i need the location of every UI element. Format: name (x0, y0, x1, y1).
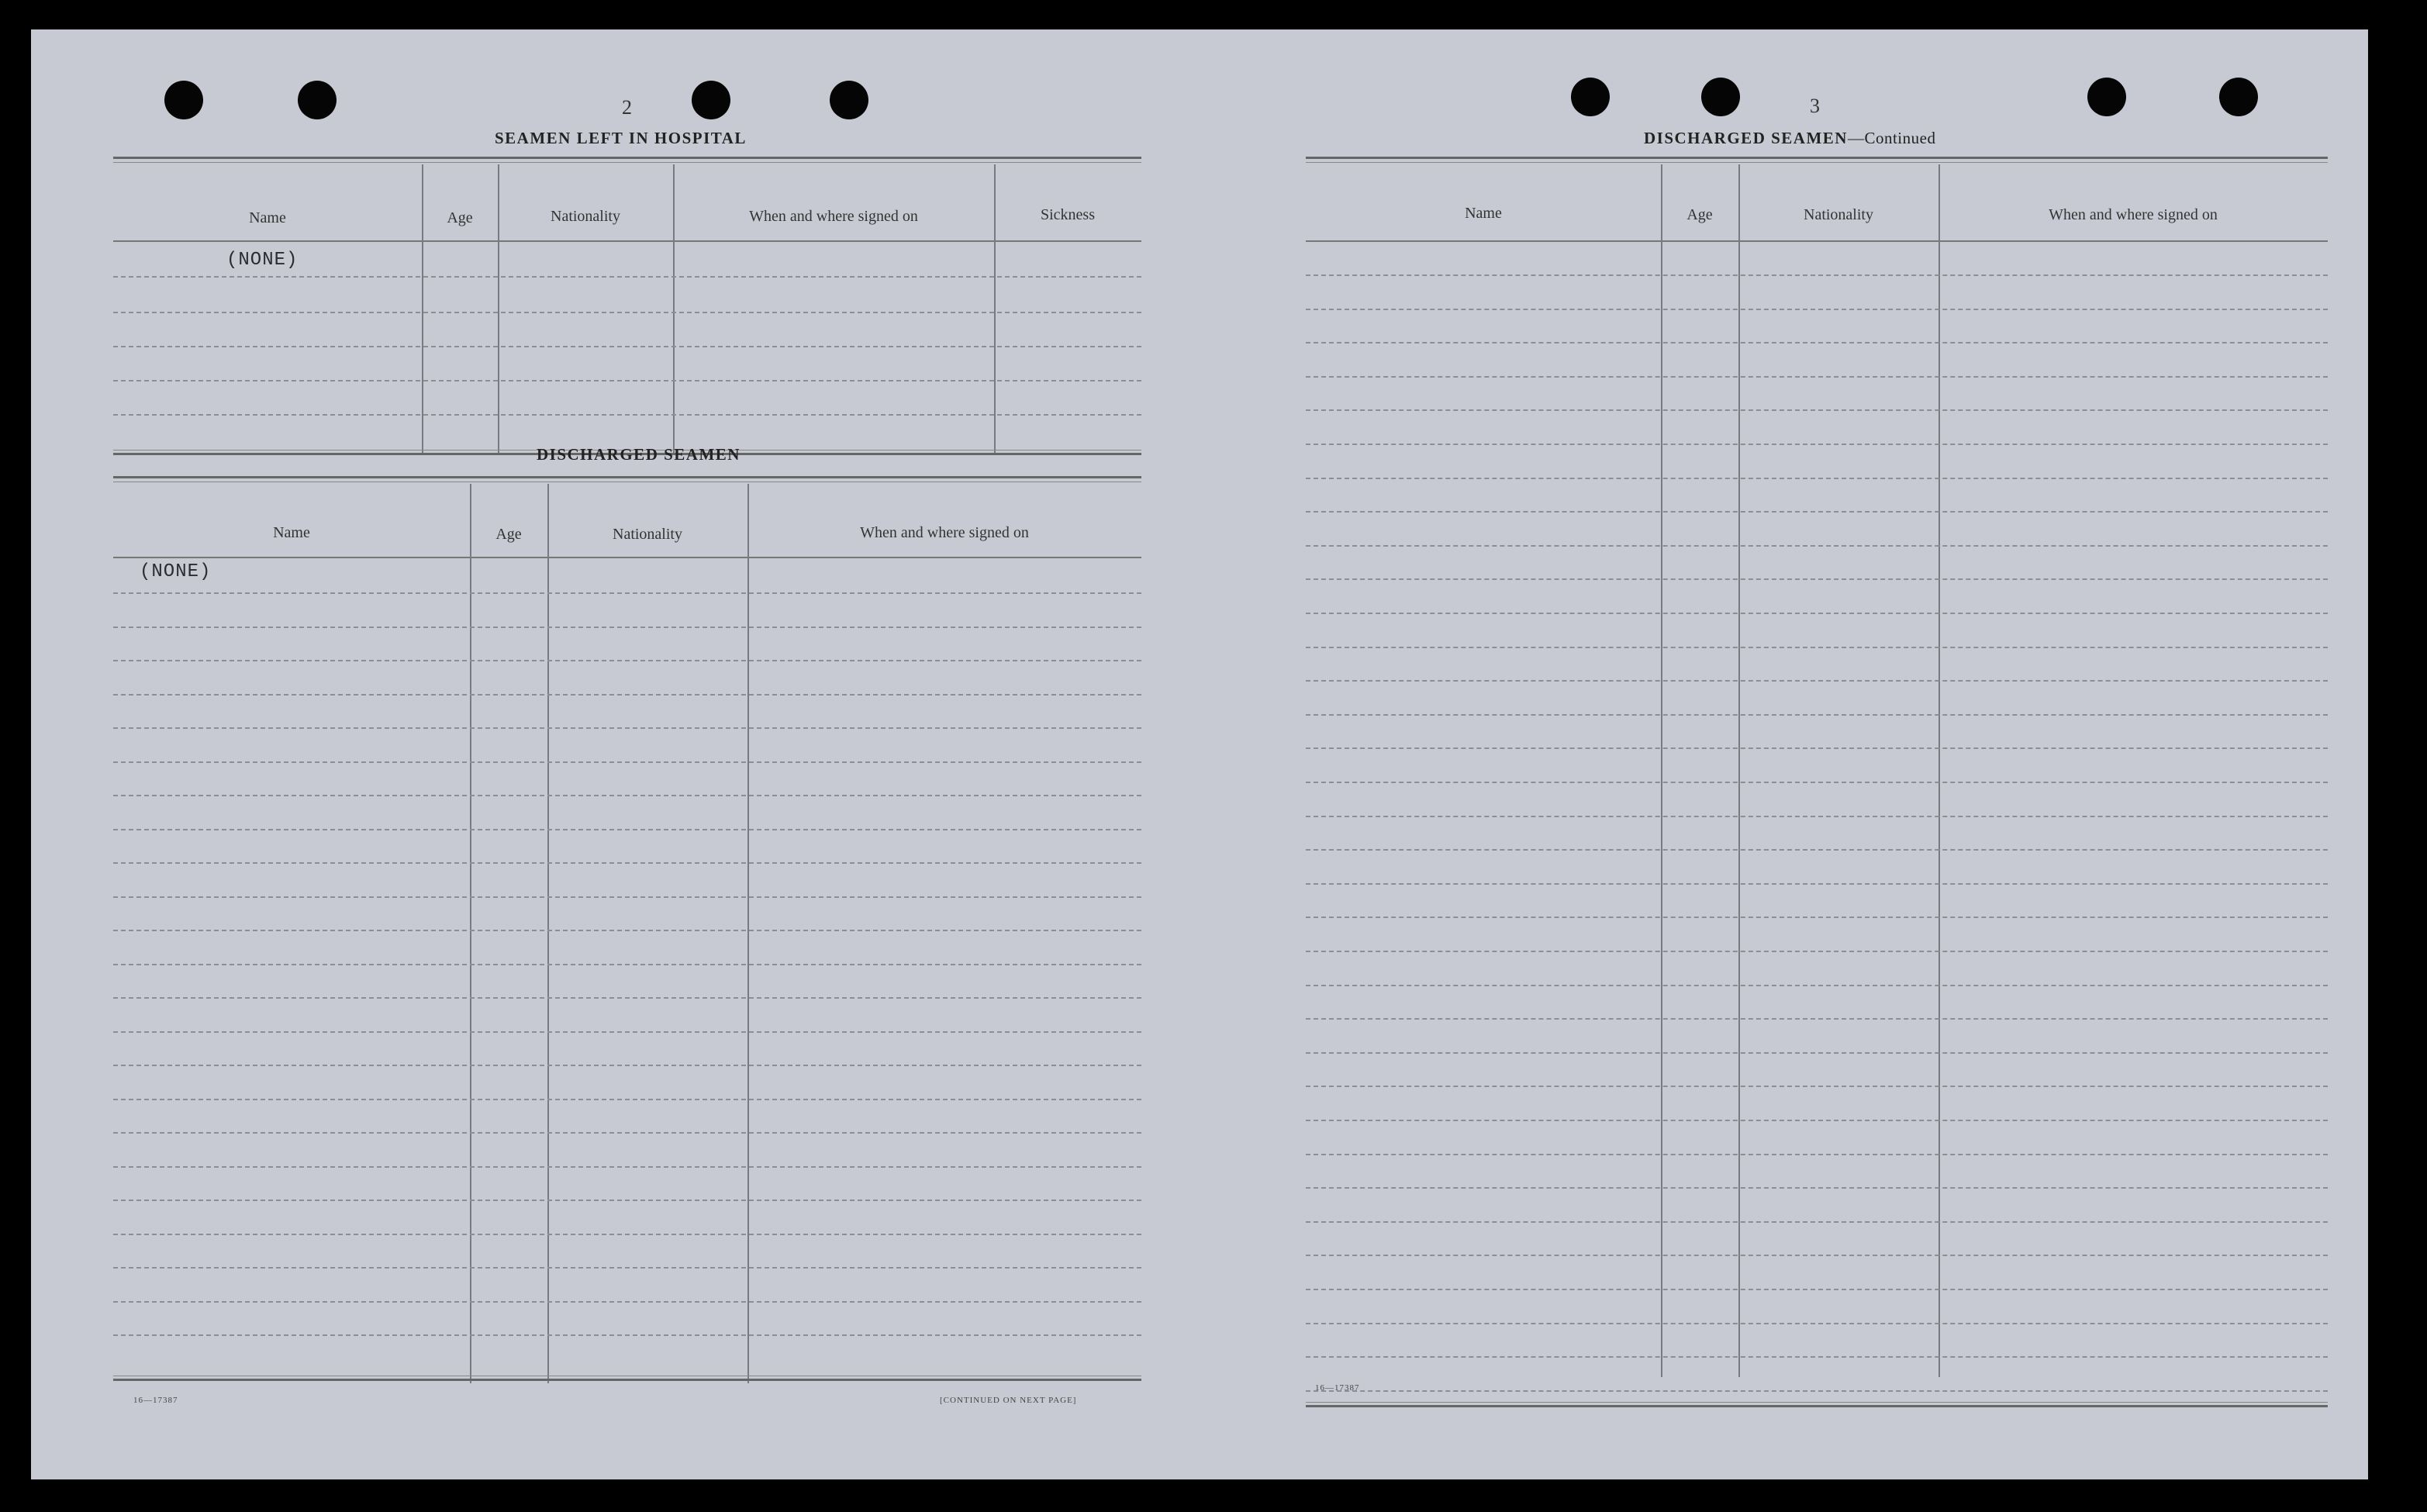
table-row-line (113, 660, 1141, 661)
column-header-sickness: Sickness (1041, 206, 1095, 223)
right-section-title (1644, 129, 1935, 148)
column-header-signed-on: When and where signed on (860, 524, 1029, 541)
table-bottom-rule (113, 1376, 1141, 1381)
column-divider (422, 164, 423, 454)
table-row-line (113, 1334, 1141, 1336)
table-row-line (113, 930, 1141, 931)
punch-hole (298, 81, 337, 119)
punch-hole (830, 81, 868, 119)
column-header-name: Name (273, 524, 310, 541)
column-divider (1938, 164, 1940, 1377)
table-row-line (113, 627, 1141, 628)
table-row-line (1306, 613, 2328, 614)
left-form-number: 16—17387 (133, 1396, 178, 1405)
table-row-line (1306, 1255, 2328, 1256)
table-row-line (113, 862, 1141, 864)
column-header-nationality: Nationality (551, 208, 620, 225)
table-top-rule (113, 157, 1141, 163)
table-row-line (1306, 1187, 2328, 1189)
table-row-line (1306, 1289, 2328, 1290)
table-row-line (1306, 951, 2328, 952)
punch-hole (692, 81, 730, 119)
table-bottom-rule (1306, 1402, 2328, 1407)
table-row-line (113, 1267, 1141, 1269)
left-page-number: 2 (622, 96, 632, 119)
table-row-line (1306, 747, 2328, 749)
table-top-rule (113, 476, 1141, 482)
column-divider (1738, 164, 1740, 1377)
hospital-section-title: SEAMEN LEFT IN HOSPITAL (495, 129, 747, 147)
table-row-line (1306, 647, 2328, 648)
column-header-nationality: Nationality (1804, 206, 1873, 223)
table-row-line (1306, 680, 2328, 682)
punch-hole (1701, 78, 1740, 116)
table-row-line (1306, 985, 2328, 986)
discharged-table-left (113, 476, 1141, 1386)
table-row-line (113, 276, 1141, 278)
document-sheet (31, 29, 2368, 1479)
table-row-line (113, 380, 1141, 381)
table-row-line (113, 1031, 1141, 1033)
table-row-line (113, 312, 1141, 313)
column-divider (547, 484, 549, 1383)
table-row-line (113, 997, 1141, 999)
table-row-line (1306, 1120, 2328, 1121)
hospital-table (113, 157, 1141, 457)
punch-hole (2087, 78, 2126, 116)
table-row-line (1306, 883, 2328, 885)
right-form-number: 16—17387 (1315, 1383, 1360, 1393)
right-page-number: 3 (1810, 95, 1820, 117)
table-row-line (113, 727, 1141, 729)
column-header-name: Name (249, 209, 286, 226)
table-row-line (1306, 444, 2328, 445)
table-row-line (1306, 714, 2328, 716)
discharged-entry-none: (NONE) (140, 561, 212, 582)
table-top-rule (1306, 157, 2328, 163)
column-header-name: Name (1465, 205, 1502, 222)
table-row-line (1306, 545, 2328, 547)
column-divider (498, 164, 499, 454)
header-underline (113, 240, 1141, 242)
table-row-line (113, 1234, 1141, 1235)
column-header-signed-on: When and where signed on (2049, 206, 2218, 223)
header-underline (113, 557, 1141, 558)
table-row-line (1306, 1390, 2328, 1392)
column-header-age: Age (495, 526, 522, 543)
table-row-line (113, 829, 1141, 830)
hospital-entry-none: (NONE) (226, 250, 299, 271)
table-row-line (113, 761, 1141, 763)
table-row-line (113, 795, 1141, 796)
table-row-line (1306, 1221, 2328, 1223)
column-divider (994, 164, 996, 454)
table-row-line (1306, 511, 2328, 513)
column-header-nationality: Nationality (613, 526, 682, 543)
header-underline (1306, 240, 2328, 242)
punch-hole (164, 81, 203, 119)
right-title-main: DISCHARGED SEAMEN (1644, 129, 1848, 147)
table-row-line (1306, 1052, 2328, 1054)
punch-hole (2219, 78, 2258, 116)
table-row-line (1306, 1154, 2328, 1155)
column-header-age: Age (447, 209, 473, 226)
table-row-line (1306, 409, 2328, 411)
table-row-line (113, 592, 1141, 594)
table-row-line (1306, 578, 2328, 580)
table-row-line (113, 1065, 1141, 1066)
table-row-line (1306, 478, 2328, 479)
column-header-age: Age (1686, 206, 1713, 223)
table-row-line (113, 1099, 1141, 1100)
table-row-line (1306, 274, 2328, 276)
continued-note: [CONTINUED ON NEXT PAGE] (940, 1396, 1077, 1405)
table-row-line (1306, 816, 2328, 817)
column-divider (1661, 164, 1662, 1377)
table-row-line (113, 1132, 1141, 1134)
table-row-line (1306, 849, 2328, 851)
column-divider (673, 164, 675, 454)
table-row-line (1306, 342, 2328, 343)
table-row-line (113, 1301, 1141, 1303)
table-row-line (1306, 1086, 2328, 1087)
table-row-line (113, 1200, 1141, 1201)
table-row-line (1306, 782, 2328, 783)
table-row-line (113, 694, 1141, 696)
table-row-line (113, 896, 1141, 898)
column-header-signed-on: When and where signed on (749, 208, 918, 225)
table-row-line (1306, 917, 2328, 918)
table-row-line (1306, 376, 2328, 378)
table-row-line (113, 414, 1141, 416)
discharged-table-right (1306, 157, 2328, 1383)
table-row-line (1306, 1323, 2328, 1324)
table-row-line (1306, 1018, 2328, 1020)
table-row-line (1306, 1356, 2328, 1358)
right-title-suffix: —Continued (1847, 129, 1936, 147)
table-row-line (113, 346, 1141, 347)
table-row-line (1306, 309, 2328, 310)
column-divider (747, 484, 749, 1383)
column-divider (470, 484, 471, 1383)
discharged-section-title: DISCHARGED SEAMEN (537, 445, 741, 464)
table-row-line (113, 964, 1141, 965)
punch-hole (1571, 78, 1610, 116)
table-row-line (113, 1166, 1141, 1168)
